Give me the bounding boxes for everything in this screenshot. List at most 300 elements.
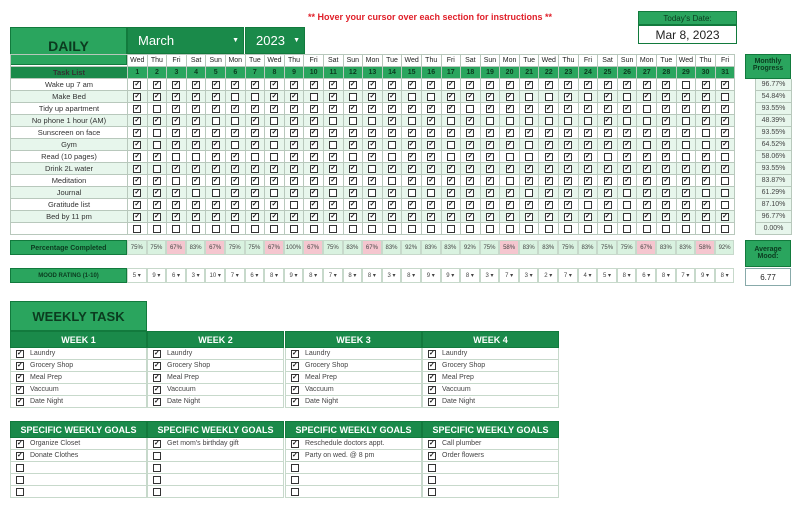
checkbox[interactable] <box>172 225 180 233</box>
checkbox[interactable]: ✓ <box>722 164 729 172</box>
checkbox[interactable] <box>428 488 436 496</box>
mood-value[interactable]: 2 ▾ <box>538 268 558 283</box>
mood-value[interactable]: 8 ▾ <box>362 268 382 283</box>
checkbox[interactable] <box>192 189 200 197</box>
checkbox[interactable]: ✓ <box>585 212 591 220</box>
checkbox[interactable]: ✓ <box>545 212 552 220</box>
checkbox[interactable]: ✓ <box>429 397 435 405</box>
checkbox[interactable]: ✓ <box>604 80 611 88</box>
checkbox[interactable] <box>408 189 416 197</box>
checkbox[interactable] <box>251 225 259 233</box>
checkbox[interactable]: ✓ <box>702 116 709 124</box>
checkbox[interactable]: ✓ <box>585 176 591 184</box>
checkbox[interactable]: ✓ <box>408 200 415 208</box>
checkbox[interactable] <box>564 225 572 233</box>
checkbox[interactable]: ✓ <box>193 176 200 184</box>
checkbox[interactable]: ✓ <box>17 349 23 357</box>
checkbox[interactable] <box>525 93 533 101</box>
month-select[interactable] <box>127 27 244 54</box>
checkbox[interactable] <box>231 225 239 233</box>
checkbox[interactable]: ✓ <box>251 176 258 184</box>
checkbox[interactable] <box>447 225 455 233</box>
checkbox[interactable] <box>270 225 278 233</box>
checkbox[interactable]: ✓ <box>702 104 709 112</box>
checkbox[interactable]: ✓ <box>193 80 200 88</box>
checkbox[interactable]: ✓ <box>663 116 670 124</box>
checkbox[interactable]: ✓ <box>369 92 376 100</box>
checkbox[interactable] <box>368 117 376 125</box>
checkbox[interactable] <box>192 153 200 161</box>
checkbox[interactable]: ✓ <box>134 176 141 184</box>
checkbox[interactable]: ✓ <box>643 80 650 88</box>
checkbox[interactable] <box>525 141 533 149</box>
checkbox[interactable]: ✓ <box>487 200 493 208</box>
checkbox[interactable]: ✓ <box>487 152 493 160</box>
mood-value[interactable]: 9 ▾ <box>695 268 715 283</box>
checkbox[interactable]: ✓ <box>506 128 513 136</box>
checkbox[interactable]: ✓ <box>663 104 670 112</box>
checkbox[interactable]: ✓ <box>134 140 141 148</box>
checkbox[interactable] <box>172 177 180 185</box>
checkbox[interactable] <box>388 225 396 233</box>
checkbox[interactable]: ✓ <box>624 128 631 136</box>
checkbox[interactable] <box>368 225 376 233</box>
checkbox[interactable]: ✓ <box>271 104 278 112</box>
checkbox[interactable]: ✓ <box>292 439 298 447</box>
checkbox[interactable]: ✓ <box>310 188 317 196</box>
checkbox[interactable] <box>408 117 416 125</box>
checkbox[interactable]: ✓ <box>330 152 337 160</box>
checkbox[interactable]: ✓ <box>604 188 611 196</box>
checkbox[interactable] <box>349 153 357 161</box>
checkbox[interactable]: ✓ <box>232 188 239 196</box>
checkbox[interactable]: ✓ <box>526 212 533 220</box>
checkbox[interactable]: ✓ <box>153 188 160 196</box>
checkbox[interactable]: ✓ <box>506 104 513 112</box>
checkbox[interactable]: ✓ <box>310 152 317 160</box>
checkbox[interactable] <box>643 141 651 149</box>
checkbox[interactable]: ✓ <box>428 104 435 112</box>
checkbox[interactable]: ✓ <box>310 200 317 208</box>
checkbox[interactable]: ✓ <box>447 104 454 112</box>
checkbox[interactable]: ✓ <box>526 80 533 88</box>
checkbox[interactable] <box>427 225 435 233</box>
checkbox[interactable] <box>623 189 631 197</box>
checkbox[interactable]: ✓ <box>682 176 689 184</box>
checkbox[interactable]: ✓ <box>17 373 23 381</box>
checkbox[interactable]: ✓ <box>389 200 395 208</box>
checkbox[interactable]: ✓ <box>134 164 141 172</box>
checkbox[interactable]: ✓ <box>702 176 709 184</box>
mood-value[interactable]: 6 ▾ <box>166 268 186 283</box>
checkbox[interactable]: ✓ <box>487 212 493 220</box>
checkbox[interactable] <box>153 452 161 460</box>
checkbox[interactable] <box>545 117 553 125</box>
checkbox[interactable]: ✓ <box>545 80 552 88</box>
checkbox[interactable]: ✓ <box>232 152 239 160</box>
checkbox[interactable]: ✓ <box>506 188 513 196</box>
mood-value[interactable]: 8 ▾ <box>715 268 735 283</box>
checkbox[interactable] <box>133 225 141 233</box>
checkbox[interactable]: ✓ <box>291 152 297 160</box>
checkbox[interactable]: ✓ <box>291 128 297 136</box>
checkbox[interactable]: ✓ <box>154 439 160 447</box>
checkbox[interactable] <box>408 225 416 233</box>
checkbox[interactable]: ✓ <box>212 152 219 160</box>
checkbox[interactable]: ✓ <box>251 212 258 220</box>
checkbox[interactable] <box>447 153 455 161</box>
checkbox[interactable]: ✓ <box>212 104 219 112</box>
checkbox[interactable]: ✓ <box>369 176 376 184</box>
checkbox[interactable]: ✓ <box>193 212 200 220</box>
mood-value[interactable]: 7 ▾ <box>323 268 343 283</box>
checkbox[interactable]: ✓ <box>428 212 435 220</box>
checkbox[interactable]: ✓ <box>271 200 278 208</box>
checkbox[interactable] <box>466 105 474 113</box>
checkbox[interactable]: ✓ <box>429 373 435 381</box>
checkbox[interactable] <box>506 117 514 125</box>
checkbox[interactable]: ✓ <box>682 188 689 196</box>
checkbox[interactable]: ✓ <box>389 80 395 88</box>
checkbox[interactable] <box>623 117 631 125</box>
checkbox[interactable] <box>525 153 533 161</box>
checkbox[interactable] <box>721 93 729 101</box>
checkbox[interactable]: ✓ <box>292 373 298 381</box>
checkbox[interactable]: ✓ <box>291 212 297 220</box>
mood-value[interactable]: 8 ▾ <box>264 268 284 283</box>
checkbox[interactable]: ✓ <box>330 92 337 100</box>
checkbox[interactable]: ✓ <box>722 140 729 148</box>
checkbox[interactable]: ✓ <box>349 104 356 112</box>
checkbox[interactable] <box>564 117 572 125</box>
checkbox[interactable] <box>643 225 651 233</box>
checkbox[interactable]: ✓ <box>369 152 376 160</box>
checkbox[interactable]: ✓ <box>447 164 454 172</box>
checkbox[interactable] <box>506 225 514 233</box>
checkbox[interactable]: ✓ <box>330 128 337 136</box>
checkbox[interactable]: ✓ <box>467 200 474 208</box>
checkbox[interactable]: ✓ <box>212 212 219 220</box>
checkbox[interactable]: ✓ <box>565 80 572 88</box>
checkbox[interactable]: ✓ <box>310 104 317 112</box>
checkbox[interactable]: ✓ <box>663 152 670 160</box>
checkbox[interactable]: ✓ <box>369 128 376 136</box>
checkbox[interactable]: ✓ <box>408 164 415 172</box>
checkbox[interactable] <box>682 117 690 125</box>
checkbox[interactable]: ✓ <box>173 128 180 136</box>
checkbox[interactable] <box>368 189 376 197</box>
checkbox[interactable]: ✓ <box>545 152 552 160</box>
checkbox[interactable]: ✓ <box>467 140 474 148</box>
checkbox[interactable] <box>251 153 259 161</box>
checkbox[interactable] <box>349 93 357 101</box>
checkbox[interactable]: ✓ <box>604 164 611 172</box>
checkbox[interactable]: ✓ <box>585 140 591 148</box>
checkbox[interactable]: ✓ <box>447 200 454 208</box>
checkbox[interactable]: ✓ <box>624 176 631 184</box>
checkbox[interactable]: ✓ <box>663 200 670 208</box>
checkbox[interactable]: ✓ <box>232 80 239 88</box>
checkbox[interactable]: ✓ <box>330 80 337 88</box>
checkbox[interactable] <box>682 141 690 149</box>
checkbox[interactable]: ✓ <box>292 361 298 369</box>
checkbox[interactable]: ✓ <box>506 80 513 88</box>
checkbox[interactable]: ✓ <box>565 212 572 220</box>
checkbox[interactable] <box>153 165 161 173</box>
checkbox[interactable]: ✓ <box>349 188 356 196</box>
checkbox[interactable] <box>388 153 396 161</box>
checkbox[interactable]: ✓ <box>643 200 650 208</box>
checkbox[interactable] <box>291 476 299 484</box>
checkbox[interactable] <box>270 117 278 125</box>
checkbox[interactable]: ✓ <box>663 128 670 136</box>
checkbox[interactable]: ✓ <box>134 92 141 100</box>
checkbox[interactable]: ✓ <box>624 104 631 112</box>
checkbox[interactable]: ✓ <box>643 188 650 196</box>
checkbox[interactable]: ✓ <box>408 212 415 220</box>
checkbox[interactable]: ✓ <box>585 80 591 88</box>
checkbox[interactable] <box>231 117 239 125</box>
checkbox[interactable]: ✓ <box>153 212 160 220</box>
checkbox[interactable]: ✓ <box>545 128 552 136</box>
checkbox[interactable]: ✓ <box>251 200 258 208</box>
checkbox[interactable]: ✓ <box>193 116 200 124</box>
checkbox[interactable]: ✓ <box>428 164 435 172</box>
checkbox[interactable]: ✓ <box>429 439 435 447</box>
checkbox[interactable] <box>270 141 278 149</box>
checkbox[interactable]: ✓ <box>467 164 474 172</box>
checkbox[interactable]: ✓ <box>153 92 160 100</box>
checkbox[interactable]: ✓ <box>663 164 670 172</box>
checkbox[interactable]: ✓ <box>565 176 572 184</box>
checkbox[interactable]: ✓ <box>292 349 298 357</box>
checkbox[interactable]: ✓ <box>643 176 650 184</box>
checkbox[interactable] <box>525 225 533 233</box>
checkbox[interactable]: ✓ <box>389 128 395 136</box>
checkbox[interactable] <box>329 141 337 149</box>
checkbox[interactable]: ✓ <box>545 188 552 196</box>
checkbox[interactable]: ✓ <box>467 128 474 136</box>
checkbox[interactable]: ✓ <box>349 140 356 148</box>
mood-value[interactable]: 8 ▾ <box>401 268 421 283</box>
checkbox[interactable] <box>16 464 24 472</box>
checkbox[interactable]: ✓ <box>545 140 552 148</box>
checkbox[interactable]: ✓ <box>310 176 317 184</box>
mood-value[interactable]: 3 ▾ <box>519 268 539 283</box>
checkbox[interactable]: ✓ <box>173 116 180 124</box>
checkbox[interactable]: ✓ <box>173 140 180 148</box>
checkbox[interactable] <box>466 225 474 233</box>
checkbox[interactable] <box>231 93 239 101</box>
checkbox[interactable]: ✓ <box>134 116 141 124</box>
mood-value[interactable]: 9 ▾ <box>147 268 167 283</box>
checkbox[interactable]: ✓ <box>271 80 278 88</box>
checkbox[interactable]: ✓ <box>291 104 297 112</box>
checkbox[interactable] <box>349 117 357 125</box>
checkbox[interactable]: ✓ <box>428 152 435 160</box>
checkbox[interactable] <box>662 225 670 233</box>
checkbox[interactable]: ✓ <box>487 92 493 100</box>
checkbox[interactable] <box>447 117 455 125</box>
checkbox[interactable]: ✓ <box>429 361 435 369</box>
checkbox[interactable]: ✓ <box>428 176 435 184</box>
checkbox[interactable] <box>231 141 239 149</box>
checkbox[interactable]: ✓ <box>134 128 141 136</box>
checkbox[interactable]: ✓ <box>565 164 572 172</box>
mood-value[interactable]: 8 ▾ <box>460 268 480 283</box>
checkbox[interactable]: ✓ <box>271 128 278 136</box>
checkbox[interactable]: ✓ <box>271 164 278 172</box>
checkbox[interactable]: ✓ <box>604 140 611 148</box>
checkbox[interactable]: ✓ <box>585 104 591 112</box>
checkbox[interactable]: ✓ <box>702 92 709 100</box>
checkbox[interactable] <box>682 81 690 89</box>
checkbox[interactable]: ✓ <box>467 188 474 196</box>
checkbox[interactable] <box>153 225 161 233</box>
checkbox[interactable]: ✓ <box>702 200 709 208</box>
checkbox[interactable]: ✓ <box>682 164 689 172</box>
mood-value[interactable]: 7 ▾ <box>676 268 696 283</box>
checkbox[interactable]: ✓ <box>271 176 278 184</box>
checkbox[interactable] <box>623 93 631 101</box>
checkbox[interactable]: ✓ <box>467 116 474 124</box>
checkbox[interactable] <box>486 117 494 125</box>
checkbox[interactable]: ✓ <box>682 200 689 208</box>
checkbox[interactable]: ✓ <box>604 212 611 220</box>
checkbox[interactable] <box>251 93 259 101</box>
checkbox[interactable]: ✓ <box>310 116 317 124</box>
checkbox[interactable]: ✓ <box>173 200 180 208</box>
mood-value[interactable]: 3 ▾ <box>186 268 206 283</box>
checkbox[interactable]: ✓ <box>467 176 474 184</box>
checkbox[interactable]: ✓ <box>291 116 297 124</box>
checkbox[interactable]: ✓ <box>153 152 160 160</box>
checkbox[interactable] <box>212 225 220 233</box>
checkbox[interactable]: ✓ <box>291 140 297 148</box>
checkbox[interactable]: ✓ <box>526 128 533 136</box>
checkbox[interactable]: ✓ <box>585 152 591 160</box>
checkbox[interactable]: ✓ <box>585 188 591 196</box>
checkbox[interactable]: ✓ <box>447 176 454 184</box>
checkbox[interactable]: ✓ <box>292 451 298 459</box>
checkbox[interactable]: ✓ <box>624 152 631 160</box>
checkbox[interactable]: ✓ <box>408 104 415 112</box>
checkbox[interactable] <box>721 225 729 233</box>
mood-value[interactable]: 3 ▾ <box>382 268 402 283</box>
checkbox[interactable] <box>153 476 161 484</box>
checkbox[interactable]: ✓ <box>467 92 474 100</box>
checkbox[interactable] <box>506 177 514 185</box>
checkbox[interactable]: ✓ <box>134 152 141 160</box>
checkbox[interactable]: ✓ <box>643 92 650 100</box>
checkbox[interactable]: ✓ <box>604 92 611 100</box>
checkbox[interactable]: ✓ <box>447 92 454 100</box>
checkbox[interactable] <box>290 201 298 209</box>
checkbox[interactable]: ✓ <box>212 80 219 88</box>
checkbox[interactable] <box>427 189 435 197</box>
checkbox[interactable]: ✓ <box>526 200 533 208</box>
checkbox[interactable]: ✓ <box>173 80 180 88</box>
checkbox[interactable]: ✓ <box>291 80 297 88</box>
checkbox[interactable]: ✓ <box>154 397 160 405</box>
checkbox[interactable]: ✓ <box>545 164 552 172</box>
checkbox[interactable]: ✓ <box>330 104 337 112</box>
checkbox[interactable]: ✓ <box>369 104 376 112</box>
checkbox[interactable]: ✓ <box>663 212 670 220</box>
checkbox[interactable] <box>545 225 553 233</box>
checkbox[interactable] <box>623 213 631 221</box>
mood-value[interactable]: 9 ▾ <box>441 268 461 283</box>
checkbox[interactable] <box>428 476 436 484</box>
checkbox[interactable]: ✓ <box>506 92 513 100</box>
checkbox[interactable] <box>623 201 631 209</box>
mood-value[interactable]: 3 ▾ <box>480 268 500 283</box>
mood-value[interactable]: 8 ▾ <box>343 268 363 283</box>
checkbox[interactable] <box>721 153 729 161</box>
checkbox[interactable] <box>721 177 729 185</box>
checkbox[interactable] <box>604 225 612 233</box>
checkbox[interactable]: ✓ <box>408 128 415 136</box>
checkbox[interactable]: ✓ <box>526 176 533 184</box>
checkbox[interactable]: ✓ <box>429 349 435 357</box>
checkbox[interactable]: ✓ <box>310 164 317 172</box>
checkbox[interactable]: ✓ <box>408 152 415 160</box>
mood-value[interactable]: 5 ▾ <box>597 268 617 283</box>
checkbox[interactable] <box>388 177 396 185</box>
checkbox[interactable]: ✓ <box>722 128 729 136</box>
checkbox[interactable]: ✓ <box>310 212 317 220</box>
checkbox[interactable]: ✓ <box>682 104 689 112</box>
checkbox[interactable]: ✓ <box>292 385 298 393</box>
checkbox[interactable] <box>702 141 710 149</box>
mood-value[interactable]: 7 ▾ <box>499 268 519 283</box>
checkbox[interactable]: ✓ <box>251 116 258 124</box>
checkbox[interactable] <box>153 464 161 472</box>
checkbox[interactable] <box>623 225 631 233</box>
checkbox[interactable] <box>349 225 357 233</box>
checkbox[interactable]: ✓ <box>193 104 200 112</box>
checkbox[interactable]: ✓ <box>565 104 572 112</box>
checkbox[interactable] <box>270 153 278 161</box>
checkbox[interactable]: ✓ <box>467 80 474 88</box>
checkbox[interactable]: ✓ <box>429 451 435 459</box>
checkbox[interactable] <box>428 464 436 472</box>
checkbox[interactable]: ✓ <box>173 104 180 112</box>
checkbox[interactable]: ✓ <box>643 152 650 160</box>
checkbox[interactable] <box>702 225 710 233</box>
checkbox[interactable]: ✓ <box>565 128 572 136</box>
checkbox[interactable]: ✓ <box>17 397 23 405</box>
checkbox[interactable]: ✓ <box>604 200 611 208</box>
mood-value[interactable]: 6 ▾ <box>636 268 656 283</box>
checkbox[interactable]: ✓ <box>526 164 533 172</box>
checkbox[interactable]: ✓ <box>369 80 376 88</box>
checkbox[interactable]: ✓ <box>428 80 435 88</box>
checkbox[interactable]: ✓ <box>134 104 141 112</box>
checkbox[interactable]: ✓ <box>663 92 670 100</box>
checkbox[interactable]: ✓ <box>251 128 258 136</box>
mood-value[interactable]: 4 ▾ <box>578 268 598 283</box>
checkbox[interactable]: ✓ <box>643 128 650 136</box>
checkbox[interactable]: ✓ <box>212 164 219 172</box>
checkbox[interactable]: ✓ <box>153 80 160 88</box>
checkbox[interactable]: ✓ <box>682 92 689 100</box>
checkbox[interactable]: ✓ <box>624 164 631 172</box>
checkbox[interactable]: ✓ <box>643 212 650 220</box>
checkbox[interactable] <box>643 117 651 125</box>
checkbox[interactable]: ✓ <box>173 212 180 220</box>
checkbox[interactable]: ✓ <box>251 104 258 112</box>
